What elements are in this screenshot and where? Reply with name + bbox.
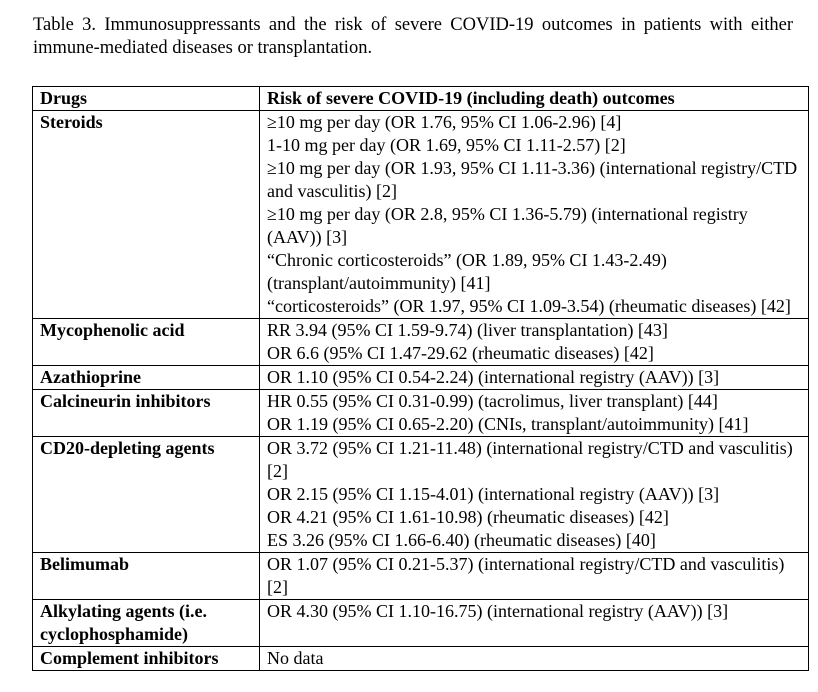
risk-cell bbox=[260, 366, 809, 390]
table-row bbox=[33, 111, 809, 319]
table-body bbox=[33, 111, 809, 671]
table-row bbox=[33, 390, 809, 437]
table-caption: Table 3. Immunosuppressants and the risk of severe COVID-19 outcomes in patients with either immune-mediated diseases or transplantation. bbox=[33, 15, 793, 58]
risk-cell bbox=[260, 437, 809, 553]
drug-cell: Complement inhibitors bbox=[33, 647, 260, 671]
table-row bbox=[33, 647, 809, 671]
drug-cell: CD20-depleting agents bbox=[33, 437, 260, 553]
drug-risk-table bbox=[32, 86, 809, 671]
risk-entry: OR 3.72 (95% CI 1.21-11.48) (international registry/CTD and vasculitis) [2] bbox=[267, 438, 793, 481]
risk-entry: OR 2.15 (95% CI 1.15-4.01) (international registry (AAV)) [3] bbox=[267, 484, 720, 504]
risk-cell bbox=[260, 647, 809, 671]
risk-entry: ≥10 mg per day (OR 1.93, 95% CI 1.11-3.36) (international registry/CTD and vasculitis) [2] bbox=[267, 158, 798, 201]
risk-entry: OR 4.30 (95% CI 1.10-16.75) (international registry (AAV)) [3] bbox=[267, 601, 729, 621]
risk-entry: “corticosteroids” (OR 1.97, 95% CI 1.09-3.54) (rheumatic diseases) [42] bbox=[267, 296, 791, 316]
risk-entry: OR 1.10 (95% CI 0.54-2.24) (international registry (AAV)) [3] bbox=[267, 367, 720, 387]
header-row bbox=[33, 87, 809, 111]
risk-cell bbox=[260, 111, 809, 319]
table-row bbox=[33, 437, 809, 553]
risk-entry: ES 3.26 (95% CI 1.66-6.40) (rheumatic diseases) [40] bbox=[267, 530, 656, 550]
header-drugs: Drugs bbox=[33, 87, 260, 111]
risk-cell bbox=[260, 600, 809, 647]
risk-entry: No data bbox=[267, 648, 324, 668]
drug-cell: Calcineurin inhibitors bbox=[33, 390, 260, 437]
header-risk: Risk of severe COVID-19 (including death) outcomes bbox=[260, 87, 809, 111]
risk-entry: HR 0.55 (95% CI 0.31-0.99) (tacrolimus, liver transplant) [44] bbox=[267, 391, 718, 411]
table-row bbox=[33, 553, 809, 600]
risk-cell bbox=[260, 390, 809, 437]
drug-cell: Belimumab bbox=[33, 553, 260, 600]
drug-cell: Steroids bbox=[33, 111, 260, 319]
table-row bbox=[33, 366, 809, 390]
risk-entry: ≥10 mg per day (OR 2.8, 95% CI 1.36-5.79) (international registry (AAV)) [3] bbox=[267, 204, 748, 247]
risk-entry: OR 6.6 (95% CI 1.47-29.62 (rheumatic diseases) [42] bbox=[267, 343, 654, 363]
risk-entry: ≥10 mg per day (OR 1.76, 95% CI 1.06-2.96) [4] bbox=[267, 112, 622, 132]
risk-cell bbox=[260, 553, 809, 600]
table-row bbox=[33, 319, 809, 366]
table-row bbox=[33, 600, 809, 647]
risk-entry: OR 1.07 (95% CI 0.21-5.37) (international registry/CTD and vasculitis) [2] bbox=[267, 554, 785, 597]
risk-entry: OR 4.21 (95% CI 1.61-10.98) (rheumatic diseases) [42] bbox=[267, 507, 669, 527]
risk-cell bbox=[260, 319, 809, 366]
table-header bbox=[33, 87, 809, 111]
drug-cell: Azathioprine bbox=[33, 366, 260, 390]
risk-entry: RR 3.94 (95% CI 1.59-9.74) (liver transplantation) [43] bbox=[267, 320, 668, 340]
drug-cell: Alkylating agents (i.e. cyclophosphamide) bbox=[33, 600, 260, 647]
drug-cell: Mycophenolic acid bbox=[33, 319, 260, 366]
risk-entry: OR 1.19 (95% CI 0.65-2.20) (CNIs, transplant/autoimmunity) [41] bbox=[267, 414, 749, 434]
risk-entry: 1-10 mg per day (OR 1.69, 95% CI 1.11-2.57) [2] bbox=[267, 135, 626, 155]
risk-entry: “Chronic corticosteroids” (OR 1.89, 95% CI 1.43-2.49) (transplant/autoimmunity) [41] bbox=[267, 250, 667, 293]
